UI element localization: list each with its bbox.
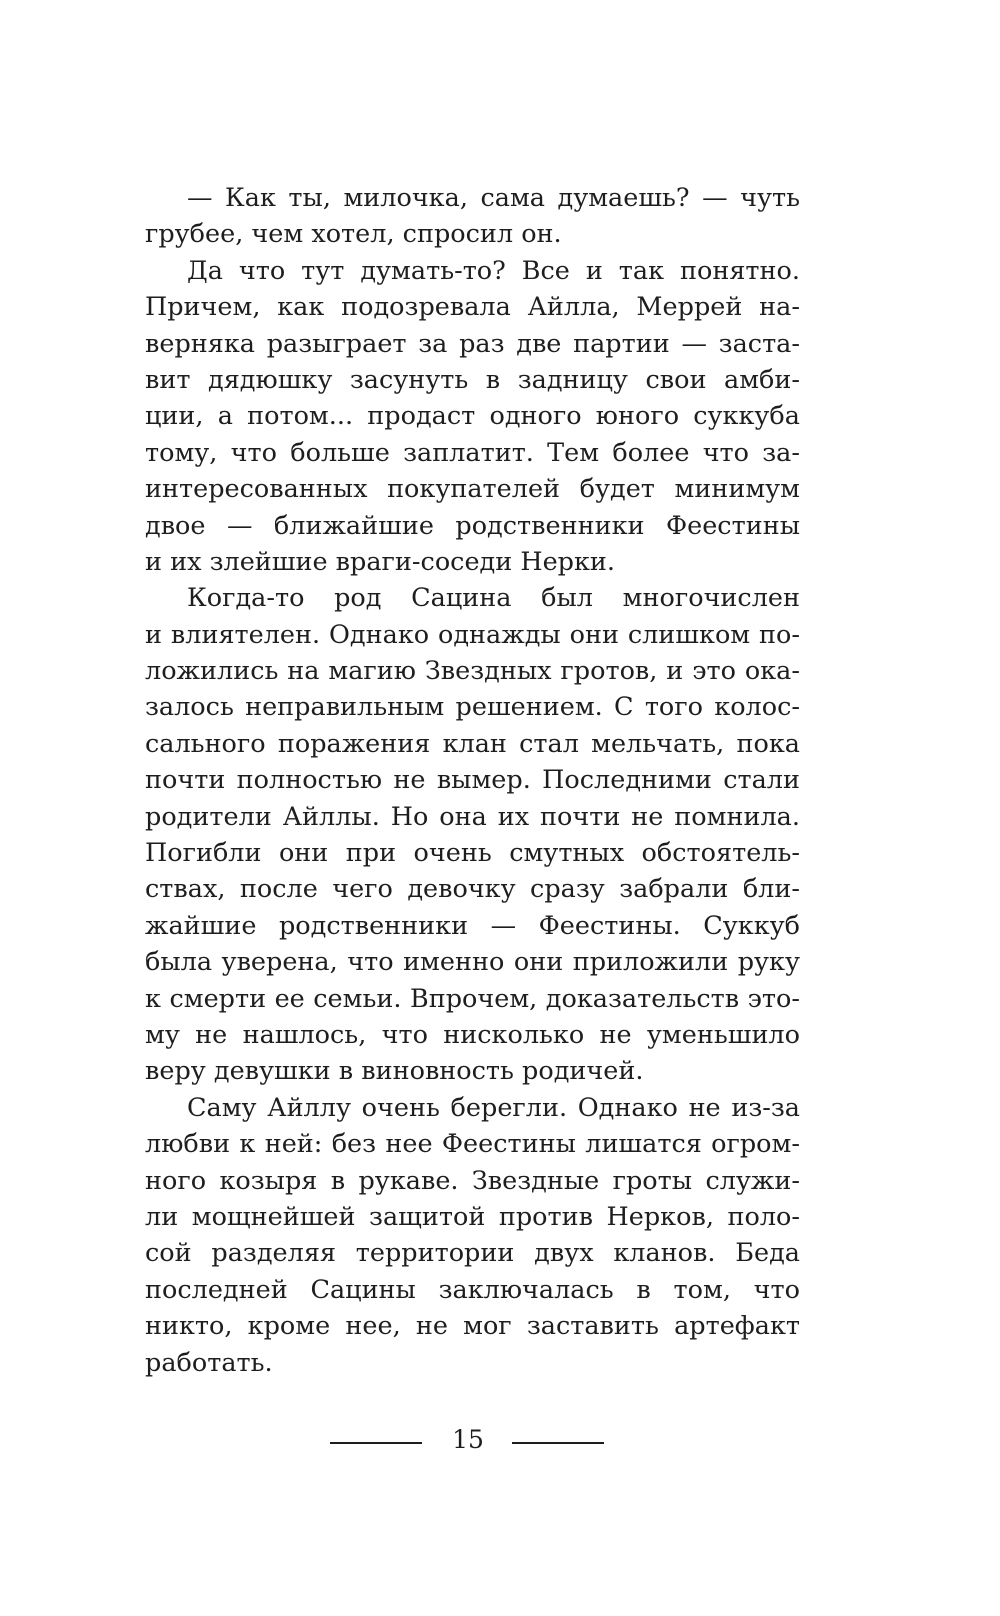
text-line: ствах, после чего девочку сразу забрали бли- [145, 874, 800, 905]
text-line: и их злейшие враги-соседи Нерки. [145, 546, 616, 577]
text-line: сального поражения клан стал мельчать, пока [145, 728, 800, 759]
text-line: ции, а потом... продаст одного юного суккуба [145, 401, 800, 432]
text-line: почти полностью не вымер. Последними стали [145, 765, 800, 796]
text-line: родители Айллы. Но она их почти не помнила. [145, 801, 800, 832]
body-text [145, 180, 800, 1381]
text-line: веру девушки в виновность родичей. [145, 1056, 644, 1087]
text-line: Причем, как подозревала Айлла, Меррей на- [145, 292, 800, 323]
text-line: Да что тут думать-то? Все и так понятно. [187, 255, 800, 286]
text-line: жайшие родственники — Феестины. Суккуб [145, 910, 800, 941]
text-line: последней Сацины заключалась в том, что [145, 1274, 800, 1305]
text-line: ли мощнейшей защитой против Нерков, поло- [145, 1201, 800, 1232]
text-line: му не нашлось, что нисколько не уменьшило [145, 1019, 800, 1050]
text-line: Погибли они при очень смутных обстоятель- [145, 838, 800, 869]
text-line: грубее, чем хотел, спросил он. [145, 219, 562, 250]
text-line: — Как ты, милочка, сама думаешь? — чуть [187, 183, 800, 213]
text-line: вит дядюшку засунуть в задницу свои амби- [145, 364, 800, 395]
text-line: Саму Айллу очень берегли. Однако не из-за [187, 1092, 800, 1123]
text-line: и влиятелен. Однако однажды они слишком по- [145, 619, 800, 650]
page-footer [0, 1420, 1000, 1460]
text-line: сой разделяя территории двух кланов. Беда [145, 1238, 800, 1269]
text-line: тому, что больше заплатит. Тем более что за- [145, 437, 800, 468]
text-line: была уверена, что именно они приложили руку [145, 947, 800, 978]
text-line: никто, кроме нее, не мог заставить артефакт [145, 1311, 800, 1342]
text-line: ного козыря в рукаве. Звездные гроты служи- [145, 1165, 800, 1196]
text-line: работать. [145, 1347, 273, 1378]
text-line: Когда-то род Сацина был многочислен [187, 583, 800, 614]
text-line: интересованных покупателей будет минимум [145, 474, 800, 505]
text-line: верняка разыграет за раз две партии — заста- [145, 328, 800, 359]
text-line: любви к ней: без нее Феестины лишатся огром- [145, 1129, 800, 1160]
footer-rule-left [330, 1442, 422, 1444]
text-line: двое — ближайшие родственники Феестины [145, 510, 800, 541]
text-line: к смерти ее семьи. Впрочем, доказательств это- [145, 983, 800, 1014]
footer-rule-right [512, 1442, 604, 1444]
text-line: ложились на магию Звездных гротов, и это ока- [145, 656, 800, 687]
text-line: залось неправильным решением. С того колос- [145, 692, 800, 723]
page-number: 15 [452, 1425, 484, 1454]
